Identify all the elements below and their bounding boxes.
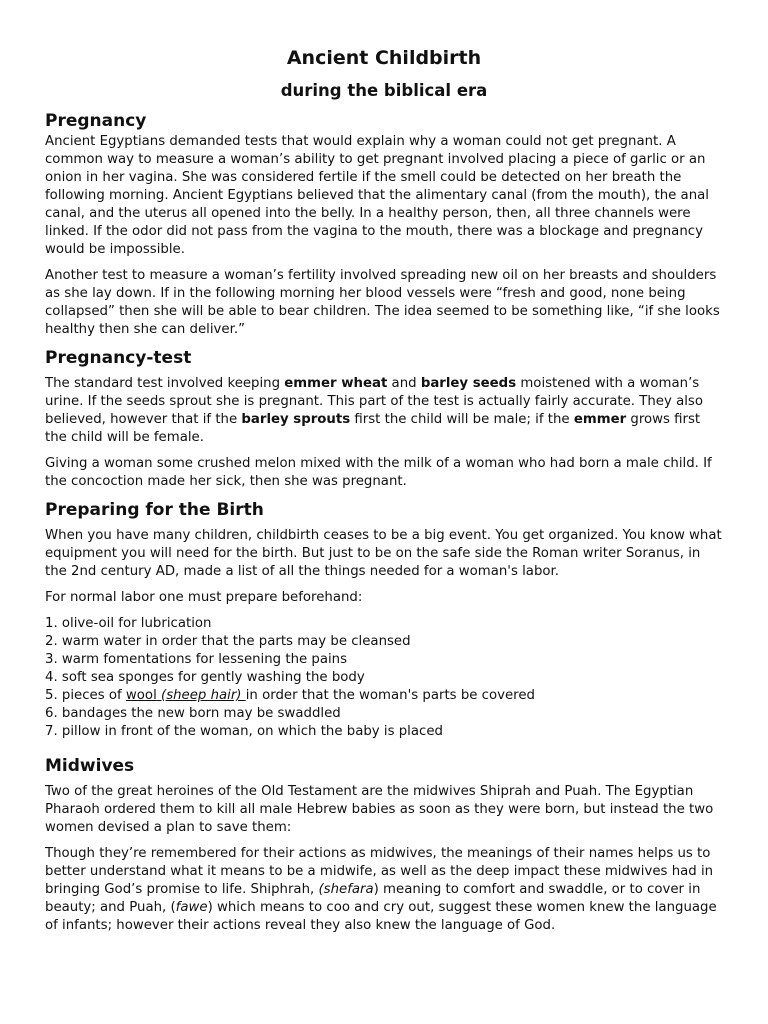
underlined-term	[126, 688, 246, 703]
list-item	[45, 687, 723, 705]
text-run: ) which means to coo and cry out, suggest these women knew the language of infants; however their actions reveal they also knew the language of God.	[45, 900, 717, 933]
document-title: Ancient Childbirth	[286, 47, 482, 69]
bold-term: barley sprouts	[241, 412, 351, 427]
section-pregnancy-test	[45, 347, 723, 491]
list-item: 7. pillow in front of the woman, on which the baby is placed	[45, 724, 443, 739]
list-item: 6. bandages the new born may be swaddled	[45, 706, 341, 721]
bold-term: barley seeds	[420, 376, 517, 391]
text-run: grows first the child will be female.	[45, 412, 701, 445]
italic-term: fawe	[175, 900, 208, 915]
paragraph: Giving a woman some crushed melon mixed with the milk of a woman who had born a male child. If the concoction made her sick, then she was pregnant.	[45, 456, 712, 489]
section-preparing	[45, 499, 723, 741]
text-run: and	[387, 376, 421, 391]
text-run: wool	[125, 688, 157, 703]
heading-pregnancy-test: Pregnancy-test	[45, 348, 192, 368]
text-run: moistened with a woman’s urine. If the seeds sprout she is pregnant. This part of the test is actually fairly accurate. They also believed, however that if the	[45, 376, 703, 427]
paragraph: Ancient Egyptians demanded tests that would explain why a woman could not get pregnant. A common way to measure a woman’s ability to get pregnant involved placing a piece of garlic or an onion in her vagina. She was considered fertile if the smell could be detected on her breath the following morning. Ancient Egyptians believed that the alimentary canal (from the mouth), the anal canal, and the uterus all opened into the belly. In a healthy person, then, all three channels were linked. If the odor did not pass from the vagina to the mouth, there was a blockage and pregnancy would be impossible.	[45, 134, 709, 257]
text-run: first the child will be male; if the	[350, 412, 574, 427]
heading-pregnancy: Pregnancy	[45, 111, 147, 131]
paragraph: Two of the great heroines of the Old Testament are the midwives Shiprah and Puah. The Egyptian Pharaoh ordered them to kill all male Hebrew babies as soon as they were born, but instead the two women devised a plan to save them:	[45, 784, 714, 835]
text-run: in order that the woman's parts be covered	[245, 688, 535, 703]
supply-list	[45, 615, 723, 741]
paragraph	[45, 375, 723, 447]
heading-midwives: Midwives	[45, 756, 135, 776]
section-pregnancy	[45, 110, 723, 339]
text-run: Though they’re remembered for their actions as midwives, the meanings of their names helps us to better understand what it means to be a midwife, as well as the deep impact these midwives had in bringing God’s promise to life. Shiphrah,	[45, 846, 714, 897]
paragraph: For normal labor one must prepare beforehand:	[45, 590, 363, 605]
bold-term: emmer wheat	[284, 376, 388, 391]
document-subtitle: during the biblical era	[280, 81, 488, 100]
paragraph: When you have many children, childbirth ceases to be a big event. You get organized. You know what equipment you will need for the birth. But just to be on the safe side the Roman writer Soranus, in the 2nd century AD, made a list of all the things needed for a woman's labor.	[45, 528, 722, 579]
section-midwives	[45, 755, 723, 935]
paragraph: Another test to measure a woman’s fertility involved spreading new oil on her breasts and shoulders as she lay down. If in the following morning her blood vessels were “fresh and good, none being collapsed” then she will be able to bear children. The idea seemed to be something like, “if she looks healthy then she can deliver.”	[45, 268, 720, 337]
bold-term: emmer	[573, 412, 627, 427]
text-run: ) meaning to comfort and swaddle, or to cover in beauty; and Puah, (	[45, 882, 701, 915]
list-item: 2. warm water in order that the parts may be cleansed	[45, 634, 411, 649]
italic-note: (sheep hair)	[161, 688, 242, 703]
paragraph	[45, 845, 723, 935]
heading-preparing: Preparing for the Birth	[45, 500, 264, 520]
text-run: The standard test involved keeping	[45, 376, 285, 391]
text-run: 5. pieces of	[45, 688, 126, 703]
list-item: 1. olive-oil for lubrication	[45, 616, 212, 631]
italic-term: (shefara	[318, 882, 374, 897]
list-item: 4. soft sea sponges for gently washing the body	[45, 670, 365, 685]
list-item: 3. warm fomentations for lessening the pains	[45, 652, 348, 667]
